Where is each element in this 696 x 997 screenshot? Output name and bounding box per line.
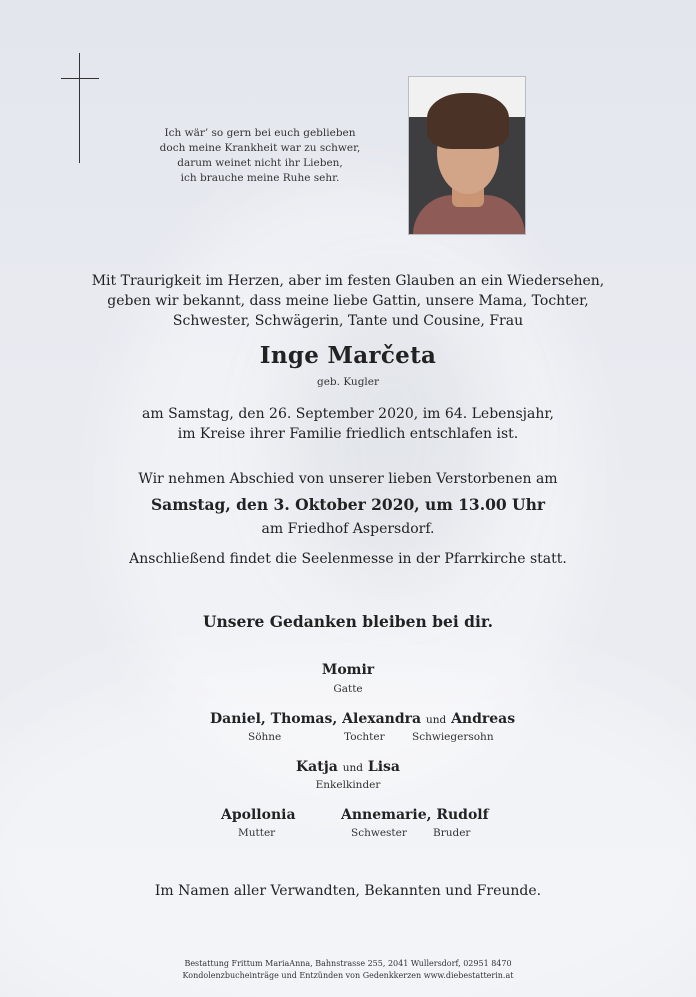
funeral-place: am Friedhof Aspersdorf. xyxy=(261,521,435,537)
intro-line: geben wir bekannt, dass meine liebe Gattin, unsere Mama, Tochter, xyxy=(107,293,589,309)
death-line: am Samstag, den 26. September 2020, im 64. Lebensjahr, xyxy=(142,406,554,422)
requiem-mass: Anschließend findet die Seelenmesse in der Pfarrkirche statt. xyxy=(129,551,567,567)
children-names xyxy=(210,711,515,727)
background-statue-drapery xyxy=(0,650,696,997)
verse-line: ich brauche meine Ruhe sehr. xyxy=(180,172,340,184)
siblings-names: Annemarie, Rudolf xyxy=(341,807,489,823)
mother-name: Apollonia xyxy=(221,807,296,823)
role-son-in-law: Schwiegersohn xyxy=(412,731,494,743)
thoughts-line: Unsere Gedanken bleiben bei dir. xyxy=(202,612,493,631)
role-sister: Schwester xyxy=(351,827,407,839)
grandchildren-and: und xyxy=(342,762,363,774)
role-brother: Bruder xyxy=(433,827,471,839)
verse-line: Ich wär’ so gern bei euch geblieben xyxy=(164,127,356,139)
portrait-photo xyxy=(408,76,526,235)
grandchildren-role: Enkelkinder xyxy=(315,779,381,791)
death-notice xyxy=(0,404,696,444)
husband-name: Momir xyxy=(321,662,375,678)
role-sons: Söhne xyxy=(248,731,282,743)
funeral-date: Samstag, den 3. Oktober 2020, um 13.00 Uhr xyxy=(150,495,546,514)
children-and: und xyxy=(425,714,447,726)
footer-line: Kondolenzbucheinträge und Entzünden von Gedenkkerzen www.diebestatterin.at xyxy=(182,971,514,980)
memorial-verse xyxy=(140,126,380,186)
birth-name: geb. Kugler xyxy=(316,376,380,388)
intro-line: Mit Traurigkeit im Herzen, aber im festen Glauben an ein Wiedersehen, xyxy=(91,273,605,289)
role-daughter: Tochter xyxy=(344,731,385,743)
verse-line: doch meine Krankheit war zu schwer, xyxy=(159,142,361,154)
footer xyxy=(0,958,696,982)
grandchildren-names xyxy=(0,759,696,775)
husband-role: Gatte xyxy=(333,683,363,695)
grandchild-name: Katja xyxy=(296,759,338,775)
intro-line: Schwester, Schwägerin, Tante und Cousine, Frau xyxy=(172,313,524,329)
deceased-name: Inge Marčeta xyxy=(259,342,437,369)
verse-line: darum weinet nicht ihr Lieben, xyxy=(177,157,343,169)
closing-line: Im Namen aller Verwandten, Bekannten und Freunde. xyxy=(154,883,542,899)
footer-line: Bestattung Frittum MariaAnna, Bahnstrasse 255, 2041 Wullersdorf, 02951 8470 xyxy=(184,959,512,968)
mother-role: Mutter xyxy=(238,827,276,839)
son-in-law-name: Andreas xyxy=(451,711,516,727)
funeral-intro: Wir nehmen Abschied von unserer lieben Verstorbenen am xyxy=(138,471,558,487)
children-list: Daniel, Thomas, Alexandra xyxy=(210,711,422,727)
death-line: im Kreise ihrer Familie friedlich entschlafen ist. xyxy=(177,426,519,442)
announcement-intro xyxy=(0,271,696,331)
grandchild-name: Lisa xyxy=(367,759,400,775)
